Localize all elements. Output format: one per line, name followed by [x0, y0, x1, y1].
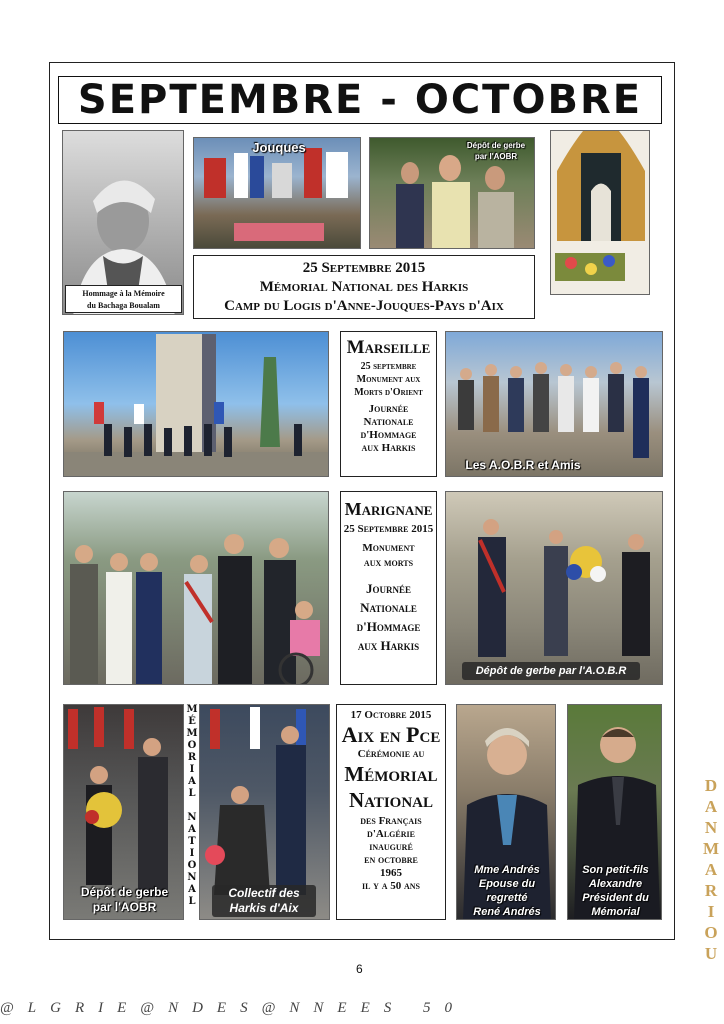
vertical-letter: É	[188, 716, 196, 727]
side-credit	[700, 775, 722, 964]
marignane-line: Monument	[362, 542, 415, 554]
marseille-line: Morts d'Orient	[354, 387, 423, 398]
event-caption-line: Camp du Logis d'Anne-Jouques-Pays d'Aix	[224, 298, 504, 314]
memorial-national-vertical-text	[186, 704, 198, 920]
vertical-letter: M	[186, 728, 198, 739]
side-credit-letter: O	[704, 923, 718, 942]
memorial-vertical-line	[186, 704, 198, 908]
marignane-depot-label: Dépôt de gerbe par l'A.O.B.R	[462, 662, 640, 680]
vertical-letter: T	[188, 836, 196, 847]
side-credit-letter: I	[707, 902, 715, 921]
aix-line: il y a 50 ans	[361, 880, 420, 892]
page-number: 6	[356, 962, 363, 976]
aix-collectif-label-line: Harkis d'Aix	[229, 901, 299, 915]
photo-marignane-group	[63, 491, 329, 685]
marseille-line: Monument aux	[356, 374, 421, 385]
aix-collectif-label	[212, 885, 316, 917]
marseille-group-drawing	[446, 332, 663, 477]
side-credit-letter: M	[702, 839, 720, 858]
marseille-monument-drawing	[64, 332, 329, 477]
side-credit-letter: U	[704, 944, 718, 963]
aix-line: d'Algérie	[367, 828, 415, 840]
aix-caption	[336, 704, 446, 920]
footer-line: @LGRIE@NDES@NNEES 50	[0, 1000, 466, 1016]
depot-label-line: par l'AOBR	[474, 152, 518, 161]
marignane-line: d'Hommage	[356, 619, 421, 634]
aix-line: Mémorial	[344, 762, 438, 786]
page-title-box	[58, 76, 662, 124]
depot-label-line: Dépôt de gerbe	[466, 141, 526, 150]
photo-mme-andres	[456, 704, 556, 920]
bachaga-caption-line: Hommage à la Mémoire	[82, 289, 165, 298]
mme-andres-label-line: regretté	[486, 892, 528, 904]
photo-marseille-monument	[63, 331, 329, 477]
aix-line: National	[348, 788, 434, 812]
marseille-line: d'Hommage	[360, 429, 417, 441]
aix-line: en octobre	[364, 854, 418, 866]
photo-aix-collectif	[199, 704, 330, 920]
aix-line: 1965	[380, 867, 402, 879]
aix-depot-label	[64, 885, 184, 915]
vertical-letter: R	[187, 752, 197, 763]
marseille-caption	[340, 331, 437, 477]
mme-andres-label	[457, 863, 556, 919]
aix-line: des Français	[360, 815, 422, 827]
photo-aix-depot	[63, 704, 184, 920]
vertical-letter: A	[188, 884, 196, 895]
marignane-line: aux Harkis	[357, 638, 420, 653]
marignane-city: Marignane	[344, 499, 433, 519]
side-credit-letter: R	[704, 881, 718, 900]
marseille-line: Nationale	[363, 416, 414, 428]
marignane-depot-drawing	[446, 492, 663, 685]
vertical-letter: O	[187, 860, 197, 871]
aix-collectif-label-line: Collectif des	[228, 886, 300, 900]
side-credit-letter: N	[704, 818, 718, 837]
vertical-letter: M	[186, 704, 198, 715]
aix-date: 17 Octobre 2015	[350, 709, 432, 721]
aix-line: inauguré	[369, 841, 413, 853]
marignane-caption	[340, 491, 437, 685]
aix-depot-label-line: par l'AOBR	[92, 900, 157, 914]
vertical-letter: N	[187, 872, 197, 883]
marseille-group-label: Les A.O.B.R et Amis	[465, 458, 581, 472]
vertical-letter: O	[187, 740, 197, 751]
petit-fils-label-line: Mémorial	[591, 906, 640, 918]
vertical-letter: L	[188, 788, 196, 799]
vertical-letter	[186, 800, 198, 812]
page-title: SEPTEMBRE - OCTOBRE	[77, 77, 643, 123]
petit-fils-label-line: Alexandre	[588, 878, 643, 890]
jouques-label: Jouques	[252, 140, 306, 155]
vertical-letter: A	[188, 776, 196, 787]
mme-andres-label-line: Epouse du	[478, 878, 536, 890]
vertical-letter: I	[189, 764, 195, 775]
depot-label	[458, 140, 534, 162]
side-credit-letter: D	[704, 776, 718, 795]
event-caption-line: 25 Septembre 2015	[302, 260, 426, 276]
marignane-line: Nationale	[360, 600, 417, 615]
photo-memorial-harkis	[550, 130, 650, 295]
side-credit-letter: A	[704, 797, 718, 816]
photo-bachaga	[62, 130, 184, 315]
vertical-letter: L	[188, 896, 196, 907]
petit-fils-label-line: Président du	[582, 892, 649, 904]
vertical-letter: A	[188, 824, 196, 835]
mme-andres-label-line: Mme Andrés	[474, 864, 540, 876]
photo-marignane-depot	[445, 491, 663, 685]
side-credit-letter: A	[704, 860, 718, 879]
petit-fils-label	[568, 863, 662, 919]
event-caption-line: Mémorial National des Harkis	[259, 279, 469, 295]
marignane-line: aux morts	[363, 557, 414, 569]
petit-fils-label-line: Son petit-fils	[582, 864, 649, 876]
photo-depot-jouques	[369, 137, 535, 249]
vertical-letter: N	[187, 812, 197, 823]
aix-depot-label-line: Dépôt de gerbe	[80, 885, 169, 899]
marseille-line: Journée	[368, 403, 409, 415]
aix-line: Cérémonie au	[357, 748, 425, 760]
memorial-monument-drawing	[551, 131, 650, 295]
aix-city: Aix en Pce	[341, 722, 441, 747]
photo-petit-fils	[567, 704, 662, 920]
photo-marseille-group	[445, 331, 663, 477]
vertical-letter: I	[189, 848, 195, 859]
marseille-city: Marseille	[346, 337, 431, 358]
photo-jouques	[193, 137, 361, 249]
bachaga-caption	[65, 285, 182, 313]
marseille-line: aux Harkis	[361, 442, 416, 454]
marignane-line: 25 Septembre 2015	[343, 523, 434, 535]
marseille-line: 25 septembre	[360, 361, 417, 372]
marignane-line: Journée	[365, 581, 411, 596]
bachaga-caption-line: du Bachaga Boualam	[87, 301, 160, 310]
event-caption-jouques	[193, 255, 535, 319]
marignane-group-drawing	[64, 492, 329, 685]
mme-andres-label-line: René Andrés	[473, 906, 541, 918]
